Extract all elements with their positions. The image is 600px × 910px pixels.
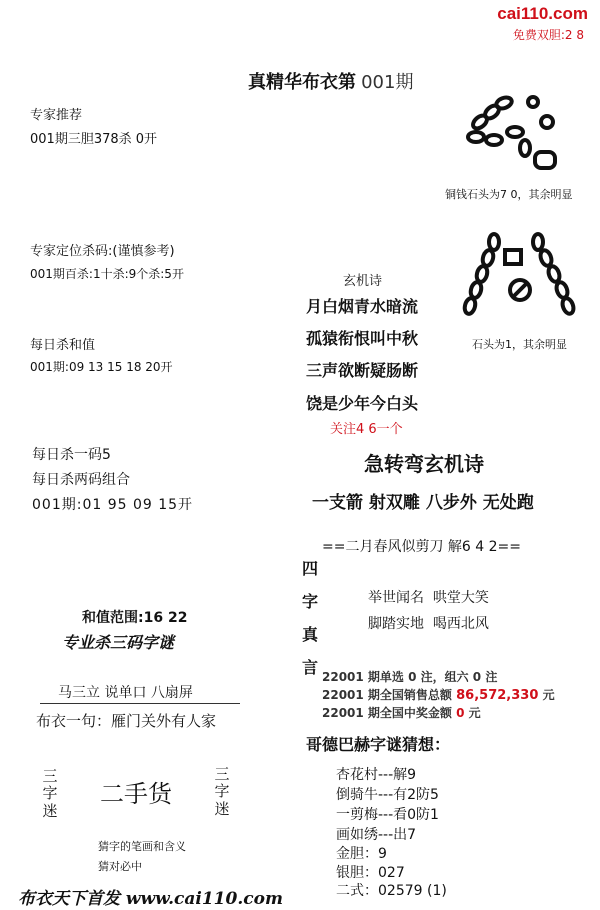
title-main: 真精华布衣第 (248, 72, 356, 93)
position-kill-title: 专家定位杀码:(谨慎参考) (30, 244, 175, 259)
riddle-char: 字 (42, 784, 58, 803)
proverb-line: 布衣一句：雁门关外有人家 (36, 712, 217, 730)
four-word-char: 四 (302, 559, 319, 578)
chain-link (495, 96, 513, 111)
result-line-3 (322, 704, 481, 721)
sum-range-title: 和值范围:16 22 (82, 610, 188, 626)
daily-sum-line: 001期:09 13 15 18 20开 (30, 360, 173, 374)
riddle-char: 字 (214, 782, 230, 801)
godel-item: 杏花村---解9 (336, 767, 417, 783)
poem-line: 饶是少年今白头 (306, 394, 419, 413)
godel-item: 金胆：9 (336, 846, 387, 862)
riddle-char: 三 (42, 767, 58, 785)
four-words-row2: 脚踏实地 喝西北风 (368, 616, 489, 632)
chain-link (533, 234, 543, 250)
result-prize-unit: 元 (468, 706, 481, 720)
chain-link (507, 127, 523, 137)
godel-item: 二式：02579 (1) (336, 883, 447, 899)
result-sales-unit: 元 (542, 688, 555, 702)
riddle-char: 三 (214, 765, 230, 783)
four-words-row1: 举世闻名 哄堂大笑 (368, 590, 489, 606)
chain-link (463, 297, 477, 315)
four-word-char: 字 (302, 592, 319, 611)
riddle-note2: 猜对必中 (98, 860, 142, 873)
poem-title: 玄机诗 (343, 274, 383, 289)
result-prize-label: 22001 期全国中奖金额 (322, 706, 452, 720)
stone (505, 250, 521, 264)
daily-kill-line: 001期:01 95 09 15开 (32, 497, 194, 513)
riddle-label-right (212, 766, 232, 818)
site-name[interactable]: cai110.com (497, 4, 588, 23)
riddle-poem-line: 一支箭 射双雕 八步外 无处跑 (312, 493, 534, 513)
godel-item: 一剪梅---看0防1 (336, 807, 439, 823)
stone-picture (460, 232, 580, 324)
godel-item: 画如绣---出7 (336, 827, 417, 843)
poem-line: 月白烟青水暗流 (306, 297, 419, 316)
daily-sum-title: 每日杀和值 (30, 338, 96, 353)
daily-kill-one: 每日杀一码5 (32, 447, 111, 463)
horse-line: 马三立 说单口 八扇屏 (58, 685, 193, 701)
divider (40, 703, 240, 704)
coin (535, 152, 555, 168)
poem-focus: 关注4 6一个 (330, 422, 403, 437)
godel-title: 哥德巴赫字谜猜想： (306, 735, 451, 754)
picture2-caption: 石头为1，其余明显 (472, 338, 567, 351)
coin (528, 97, 538, 107)
poem-line: 孤猿衔恨叫中秋 (306, 329, 419, 348)
riddle-label-left (40, 768, 60, 820)
daily-kill-two: 每日杀两码组合 (32, 472, 130, 488)
result-line-2 (322, 686, 555, 703)
free-pick: 免费双胆:2 8 (512, 28, 584, 42)
expert-title: 专家推荐 (30, 108, 83, 123)
poem-line: 三声欲断疑肠断 (306, 361, 419, 380)
riddle-poem-hint: ==二月春风似剪刀 解6 4 2== (322, 539, 521, 555)
riddle-center: 二手货 (100, 780, 172, 808)
footer-text: 布衣天下首发 www.cai110.com (18, 889, 283, 909)
sum-range-subtitle: 专业杀三码字谜 (62, 633, 175, 652)
four-word-char: 真 (302, 625, 319, 644)
result-sales-label: 22001 期全国销售总额 (322, 688, 452, 702)
godel-item: 倒骑牛---有2防5 (336, 787, 439, 803)
page-title (248, 68, 413, 94)
four-word-char: 言 (302, 658, 319, 677)
coin (541, 116, 553, 128)
picture1-caption: 铜钱石头为7 0，其余明显 (445, 188, 573, 201)
chain-link (561, 297, 576, 315)
result-line-1: 22001 期单选 0 注，组六 0 注 (322, 670, 498, 684)
chain-link (468, 132, 484, 142)
expert-line: 001期三胆378杀 0开 (30, 132, 158, 147)
riddle-char: 迷 (42, 801, 58, 820)
result-prize-value: 0 (456, 706, 465, 720)
riddle-note1: 猜字的笔画和含义 (98, 840, 186, 853)
coin-stone-picture (460, 92, 570, 182)
godel-item: 银胆：027 (336, 865, 405, 881)
chain-link (489, 234, 499, 250)
chain-link (486, 135, 502, 145)
result-sales-value: 86,572,330 (456, 688, 539, 703)
riddle-char: 迷 (214, 799, 230, 818)
riddle-poem-title: 急转弯玄机诗 (364, 452, 484, 476)
position-kill-line: 001期百杀:1十杀:9个杀:5开 (30, 267, 184, 281)
chain-link (520, 140, 530, 156)
title-issue: 001期 (361, 72, 414, 93)
